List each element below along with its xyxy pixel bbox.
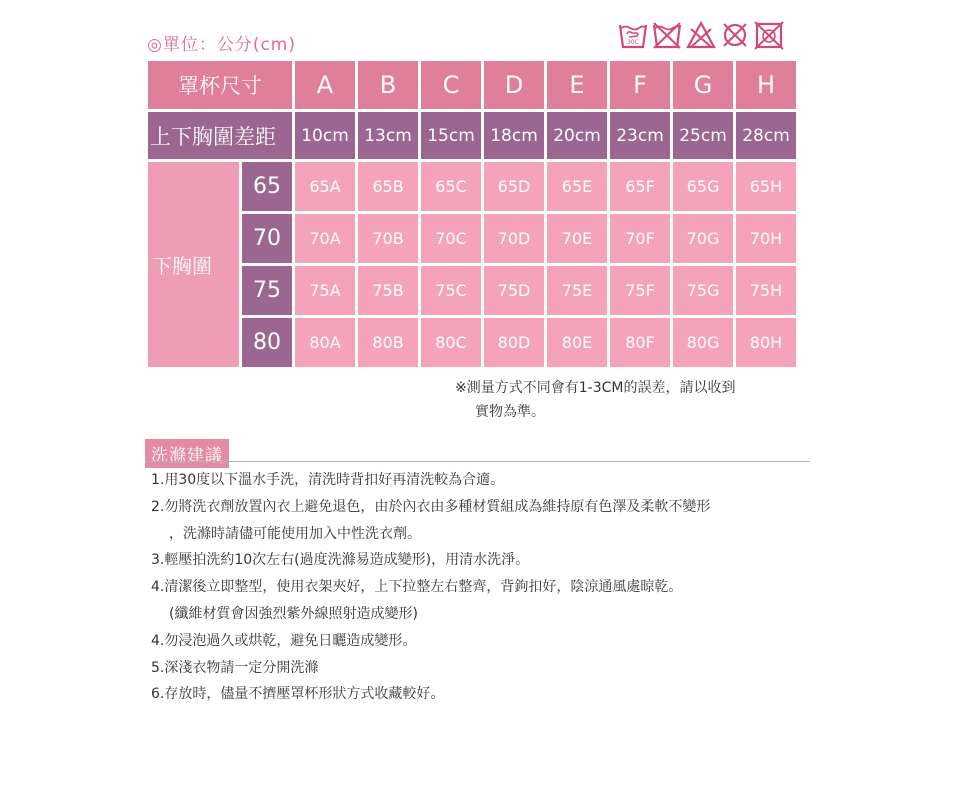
band-value: 65: [242, 162, 292, 211]
size-cell: 65C: [421, 162, 481, 211]
care-item: 4.勿浸泡過久或烘乾，避免日曬造成變形。: [151, 632, 417, 649]
size-cell: 75E: [547, 266, 607, 315]
hand-wash-30-icon: [618, 20, 648, 50]
divider: [145, 461, 810, 462]
note-line: ※測量方式不同會有1-3CM的誤差，請以收到: [455, 380, 736, 396]
care-item: 2.勿將洗衣劑放置內衣上避免退色，由於內衣由多種材質組成為維持原有色澤及柔軟不變形: [151, 498, 711, 515]
care-item: 5.深淺衣物請一定分開洗滌: [151, 659, 319, 676]
size-cell: 80E: [547, 318, 607, 367]
size-cell: 65G: [673, 162, 733, 211]
unit-label: ◎單位：公分(cm): [147, 35, 297, 55]
size-cell: 75D: [484, 266, 544, 315]
size-cell: 80G: [673, 318, 733, 367]
size-cell: 65F: [610, 162, 670, 211]
diff-value: 28cm: [736, 112, 796, 159]
care-item: 3.輕壓拍洗約10次左右(過度洗滌易造成變形)，用清水洗淨。: [151, 552, 530, 569]
size-cell: 70F: [610, 214, 670, 263]
size-cell: 65B: [358, 162, 418, 211]
band-value: 70: [242, 214, 292, 263]
size-cell: 80F: [610, 318, 670, 367]
cup-letter: B: [358, 61, 418, 109]
care-item: 6.存放時，儘量不擠壓罩杯形狀方式收藏較好。: [151, 686, 445, 703]
size-row: [148, 266, 796, 315]
diff-value: 10cm: [295, 112, 355, 159]
band-value: 75: [242, 266, 292, 315]
size-cell: 65A: [295, 162, 355, 211]
diff-row: [148, 112, 796, 159]
care-item: (纖維材質會因強烈紫外線照射造成變形): [169, 605, 418, 622]
size-table: [145, 58, 799, 370]
size-cell: 80B: [358, 318, 418, 367]
cup-letter: D: [484, 61, 544, 109]
cup-letter: A: [295, 61, 355, 109]
diff-value: 18cm: [484, 112, 544, 159]
care-item: ，洗滌時請儘可能使用加入中性洗衣劑。: [169, 525, 421, 542]
no-machine-wash-icon: [754, 20, 784, 50]
size-cell: 65H: [736, 162, 796, 211]
care-icons: [618, 20, 784, 50]
no-tumble-dry-icon: [652, 20, 682, 50]
size-cell: 70B: [358, 214, 418, 263]
note-line: 實物為準。: [475, 404, 545, 420]
measurement-note: [455, 376, 735, 424]
size-row: [148, 214, 796, 263]
no-dry-clean-icon: [720, 20, 750, 50]
size-cell: 80C: [421, 318, 481, 367]
size-cell: 75B: [358, 266, 418, 315]
size-cell: 65E: [547, 162, 607, 211]
size-cell: 75A: [295, 266, 355, 315]
cup-row: [148, 61, 796, 109]
diff-value: 13cm: [358, 112, 418, 159]
cup-letter: G: [673, 61, 733, 109]
band-header: 下胸圍: [148, 162, 239, 367]
band-value: 80: [242, 318, 292, 367]
size-row: [148, 162, 796, 211]
size-cell: 70A: [295, 214, 355, 263]
care-item: 1.用30度以下溫水手洗，清洗時背扣好再清洗較為合適。: [151, 472, 505, 488]
care-list: [151, 467, 710, 708]
cup-letter: H: [736, 61, 796, 109]
wash-temp-label: 30C: [627, 39, 639, 46]
size-cell: 65D: [484, 162, 544, 211]
care-item: 4.清潔後立即整型，使用衣架夾好，上下拉整左右整齊，背鉤扣好，陰涼通風處晾乾。: [151, 579, 683, 596]
size-cell: 70H: [736, 214, 796, 263]
size-cell: 70D: [484, 214, 544, 263]
diff-value: 25cm: [673, 112, 733, 159]
size-row: [148, 318, 796, 367]
diff-value: 20cm: [547, 112, 607, 159]
diff-value: 15cm: [421, 112, 481, 159]
cup-letter: F: [610, 61, 670, 109]
cup-letter: E: [547, 61, 607, 109]
diff-header: 上下胸圍差距: [148, 112, 292, 159]
cup-letter: C: [421, 61, 481, 109]
size-cell: 70G: [673, 214, 733, 263]
care-heading: 洗滌建議: [145, 439, 229, 468]
size-cell: 70E: [547, 214, 607, 263]
size-cell: 80H: [736, 318, 796, 367]
size-cell: 75F: [610, 266, 670, 315]
size-cell: 75C: [421, 266, 481, 315]
cup-header: 罩杯尺寸: [148, 61, 292, 109]
size-cell: 80A: [295, 318, 355, 367]
size-cell: 75H: [736, 266, 796, 315]
size-cell: 70C: [421, 214, 481, 263]
size-cell: 80D: [484, 318, 544, 367]
size-cell: 75G: [673, 266, 733, 315]
no-bleach-icon: [686, 20, 716, 50]
diff-value: 23cm: [610, 112, 670, 159]
